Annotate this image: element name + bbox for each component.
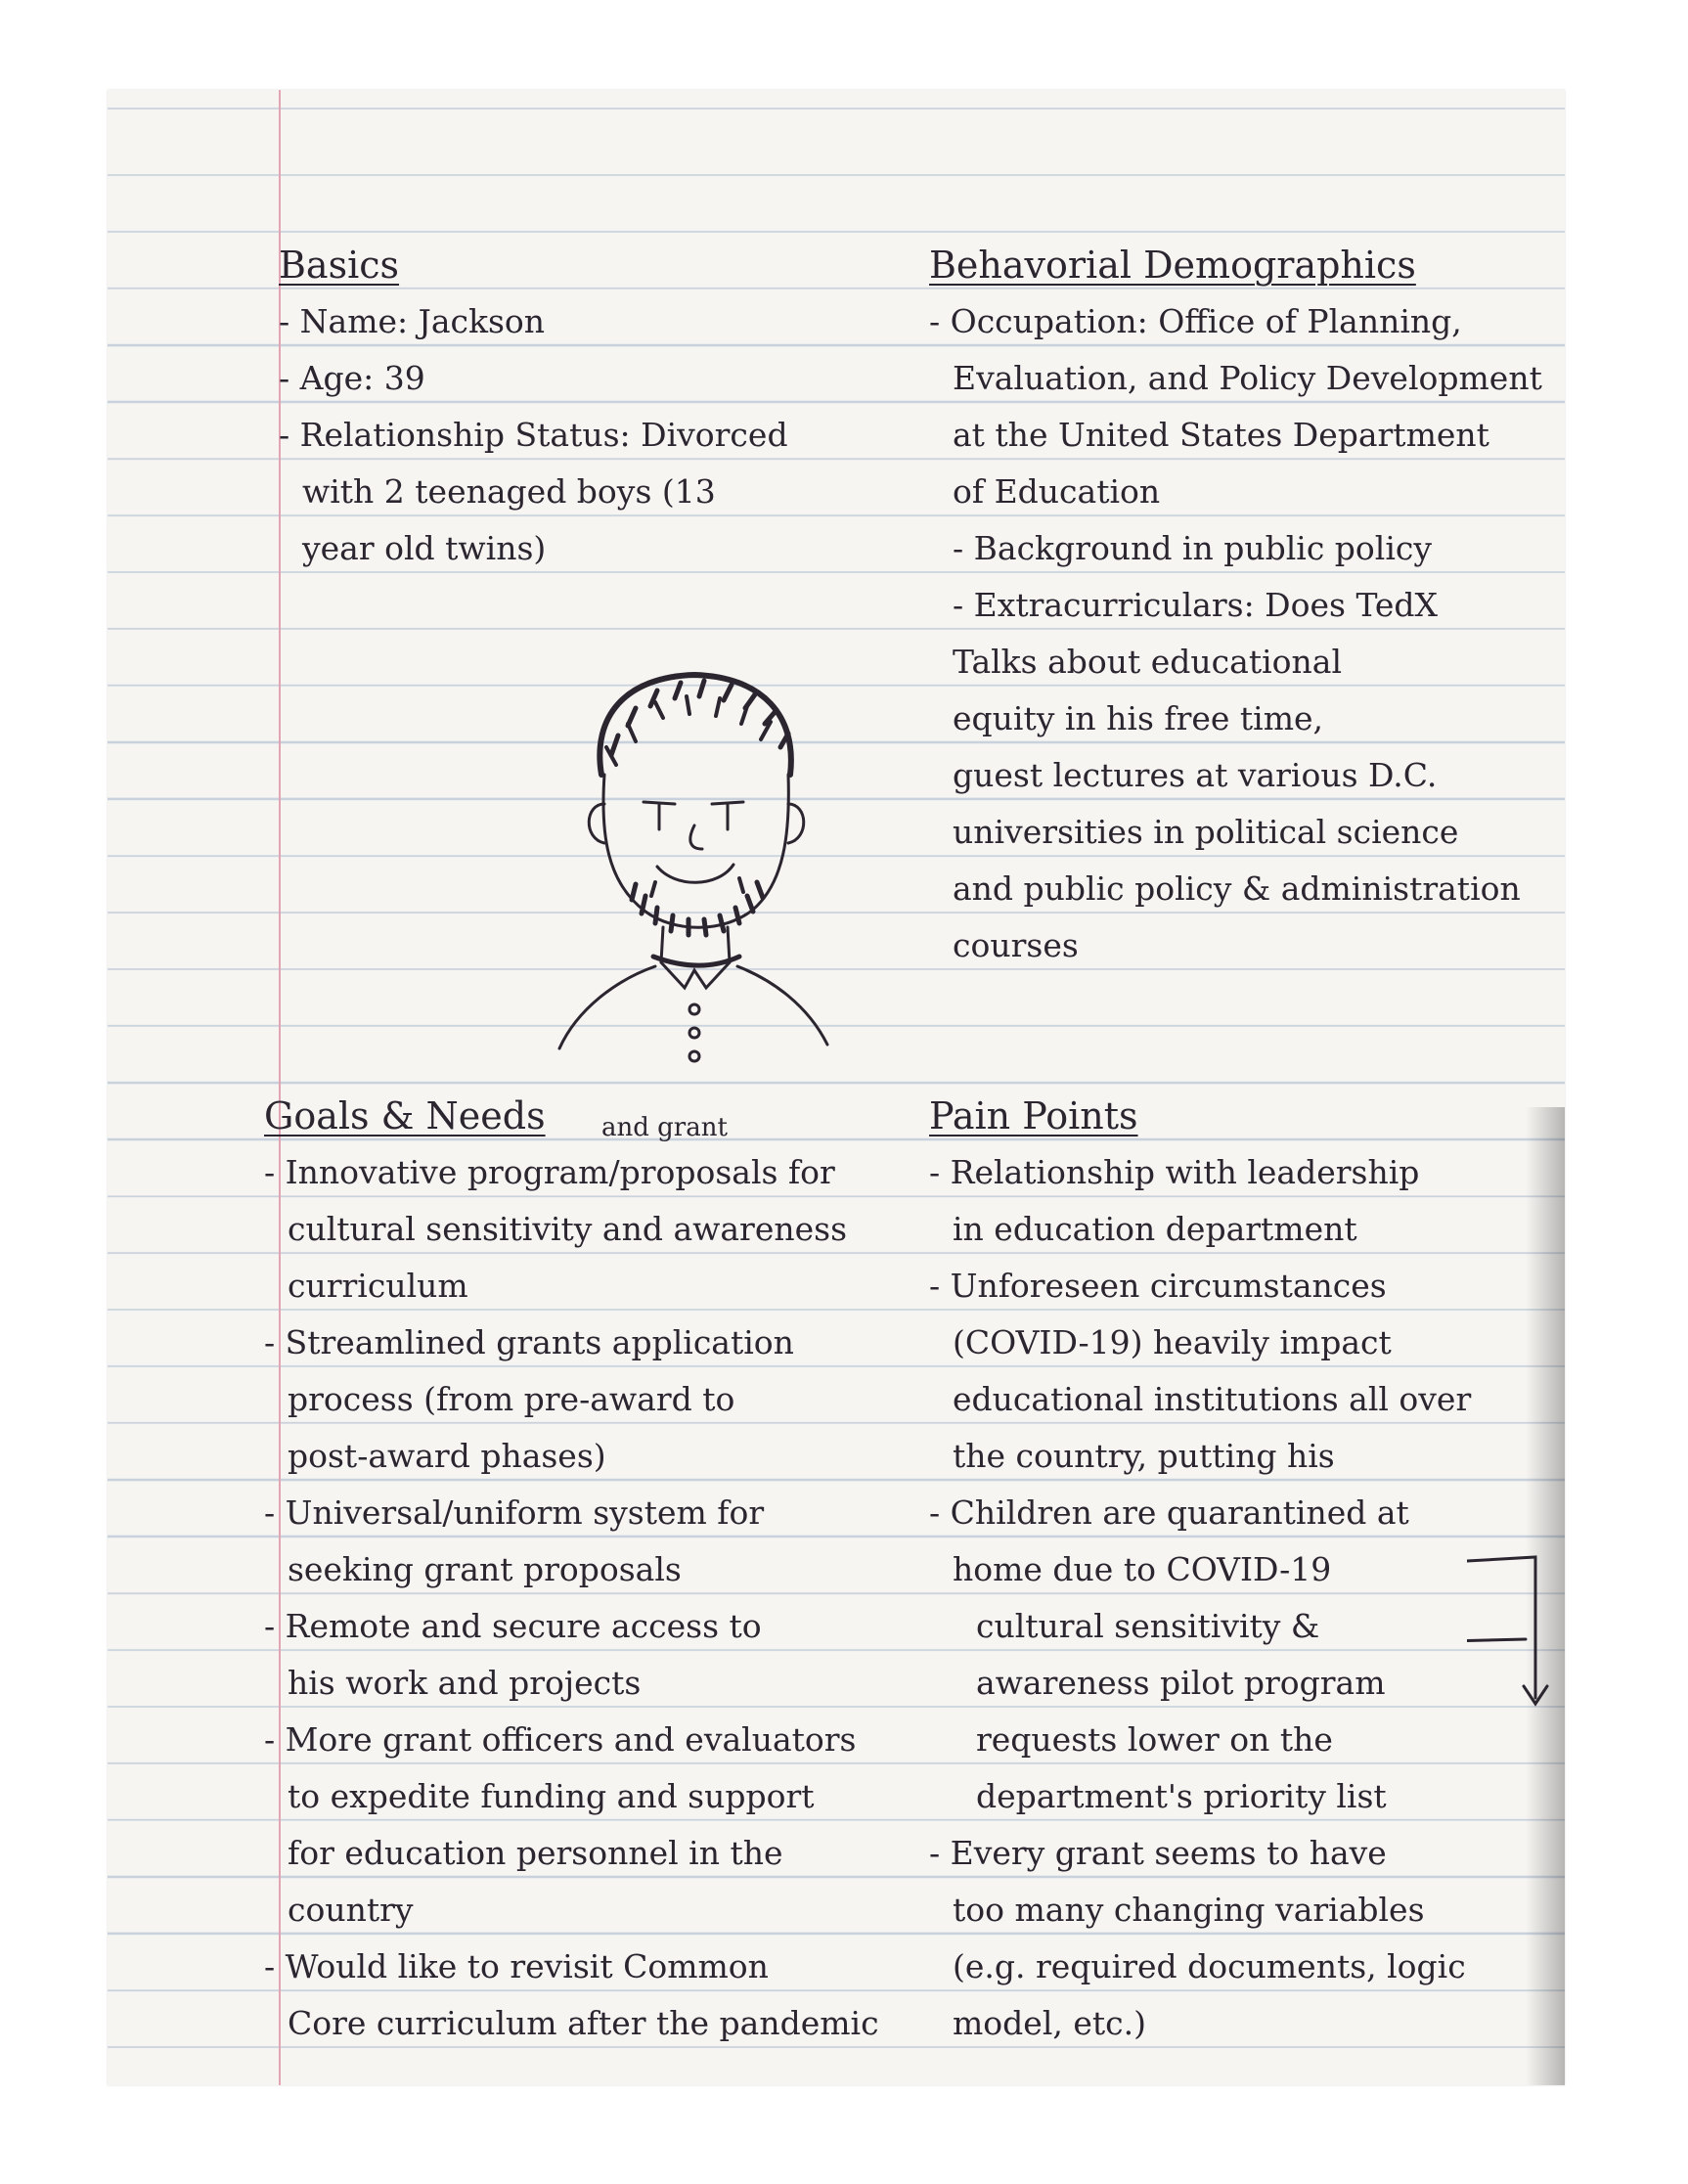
pain-line: (COVID-19) heavily impact	[953, 1323, 1392, 1361]
basics-line: - Age: 39	[279, 359, 425, 397]
behavioral-line: of Education	[953, 472, 1161, 511]
basics-line: - Name: Jackson	[279, 302, 546, 340]
pain-line: model, etc.)	[953, 2004, 1146, 2042]
goals-line: to expedite funding and support	[288, 1777, 815, 1815]
pain-line: too many changing variables	[953, 1891, 1425, 1929]
pain-line: - Every grant seems to have	[929, 1834, 1387, 1872]
basics-line: with 2 teenaged boys (13	[302, 472, 716, 511]
portrait-sketch	[538, 657, 861, 1088]
goals-line: cultural sensitivity and awareness	[288, 1210, 848, 1248]
behavioral-line: - Background in public policy	[953, 529, 1433, 567]
pain-line: department's priority list	[976, 1777, 1387, 1815]
behavioral-line: equity in his free time,	[953, 699, 1324, 737]
pain-line: requests lower on the	[976, 1720, 1333, 1759]
behavioral-heading: Behavorial Demographics	[929, 244, 1416, 287]
pain-line: (e.g. required documents, logic	[953, 1947, 1466, 1985]
goals-section	[264, 1088, 949, 2052]
notebook-page	[108, 90, 1565, 2085]
goals-line: - Universal/uniform system for	[264, 1493, 765, 1532]
pain-line: awareness pilot program	[976, 1664, 1386, 1702]
goals-line: process (from pre-award to	[288, 1380, 735, 1418]
behavioral-section	[929, 237, 1555, 974]
goals-line: seeking grant proposals	[288, 1550, 682, 1588]
behavioral-line: Evaluation, and Policy Development	[953, 359, 1542, 397]
goals-line: - Would like to revisit Common	[264, 1947, 769, 1985]
behavioral-line: guest lectures at various D.C.	[953, 756, 1438, 794]
goals-line: country	[288, 1891, 414, 1929]
pain-line: cultural sensitivity &	[976, 1607, 1320, 1645]
basics-heading: Basics	[279, 244, 400, 287]
goals-line: - Remote and secure access to	[264, 1607, 762, 1645]
pain-line: in education department	[953, 1210, 1357, 1248]
pain-line: home due to COVID-19	[953, 1550, 1332, 1588]
goals-line: curriculum	[288, 1267, 468, 1305]
goals-line: - More grant officers and evaluators	[264, 1720, 857, 1759]
pain-points-heading: Pain Points	[929, 1094, 1138, 1137]
goals-line: for education personnel in the	[288, 1834, 783, 1872]
basics-line: - Relationship Status: Divorced	[279, 416, 788, 454]
goals-line: - Streamlined grants application	[264, 1323, 794, 1361]
pain-line: - Unforeseen circumstances	[929, 1267, 1387, 1305]
goals-heading: Goals & Needs	[264, 1094, 546, 1137]
behavioral-line: Talks about educational	[953, 643, 1342, 681]
behavioral-line: - Extracurriculars: Does TedX	[953, 586, 1439, 624]
behavioral-line: and public policy & administration	[953, 869, 1521, 908]
pain-line: - Children are quarantined at	[929, 1493, 1409, 1532]
goals-line: his work and projects	[288, 1664, 642, 1702]
pain-line: educational institutions all over	[953, 1380, 1472, 1418]
behavioral-line: universities in political science	[953, 813, 1459, 851]
pain-line: the country, putting his	[953, 1437, 1335, 1475]
continuation-arrow-icon	[1467, 1551, 1555, 1727]
behavioral-line: courses	[953, 926, 1079, 964]
goals-annotation: and grant	[601, 1113, 728, 1142]
goals-line: - Innovative program/proposals for	[264, 1153, 835, 1191]
behavioral-line: at the United States Department	[953, 416, 1489, 454]
pain-line: - Relationship with leadership	[929, 1153, 1420, 1191]
basics-section	[279, 237, 905, 577]
pain-points-section	[929, 1088, 1555, 2052]
goals-line: Core curriculum after the pandemic	[288, 2004, 879, 2042]
goals-line: post-award phases)	[288, 1437, 606, 1475]
basics-line: year old twins)	[302, 529, 547, 567]
goals-heading-row	[264, 1088, 949, 1144]
behavioral-line: - Occupation: Office of Planning,	[929, 302, 1462, 340]
